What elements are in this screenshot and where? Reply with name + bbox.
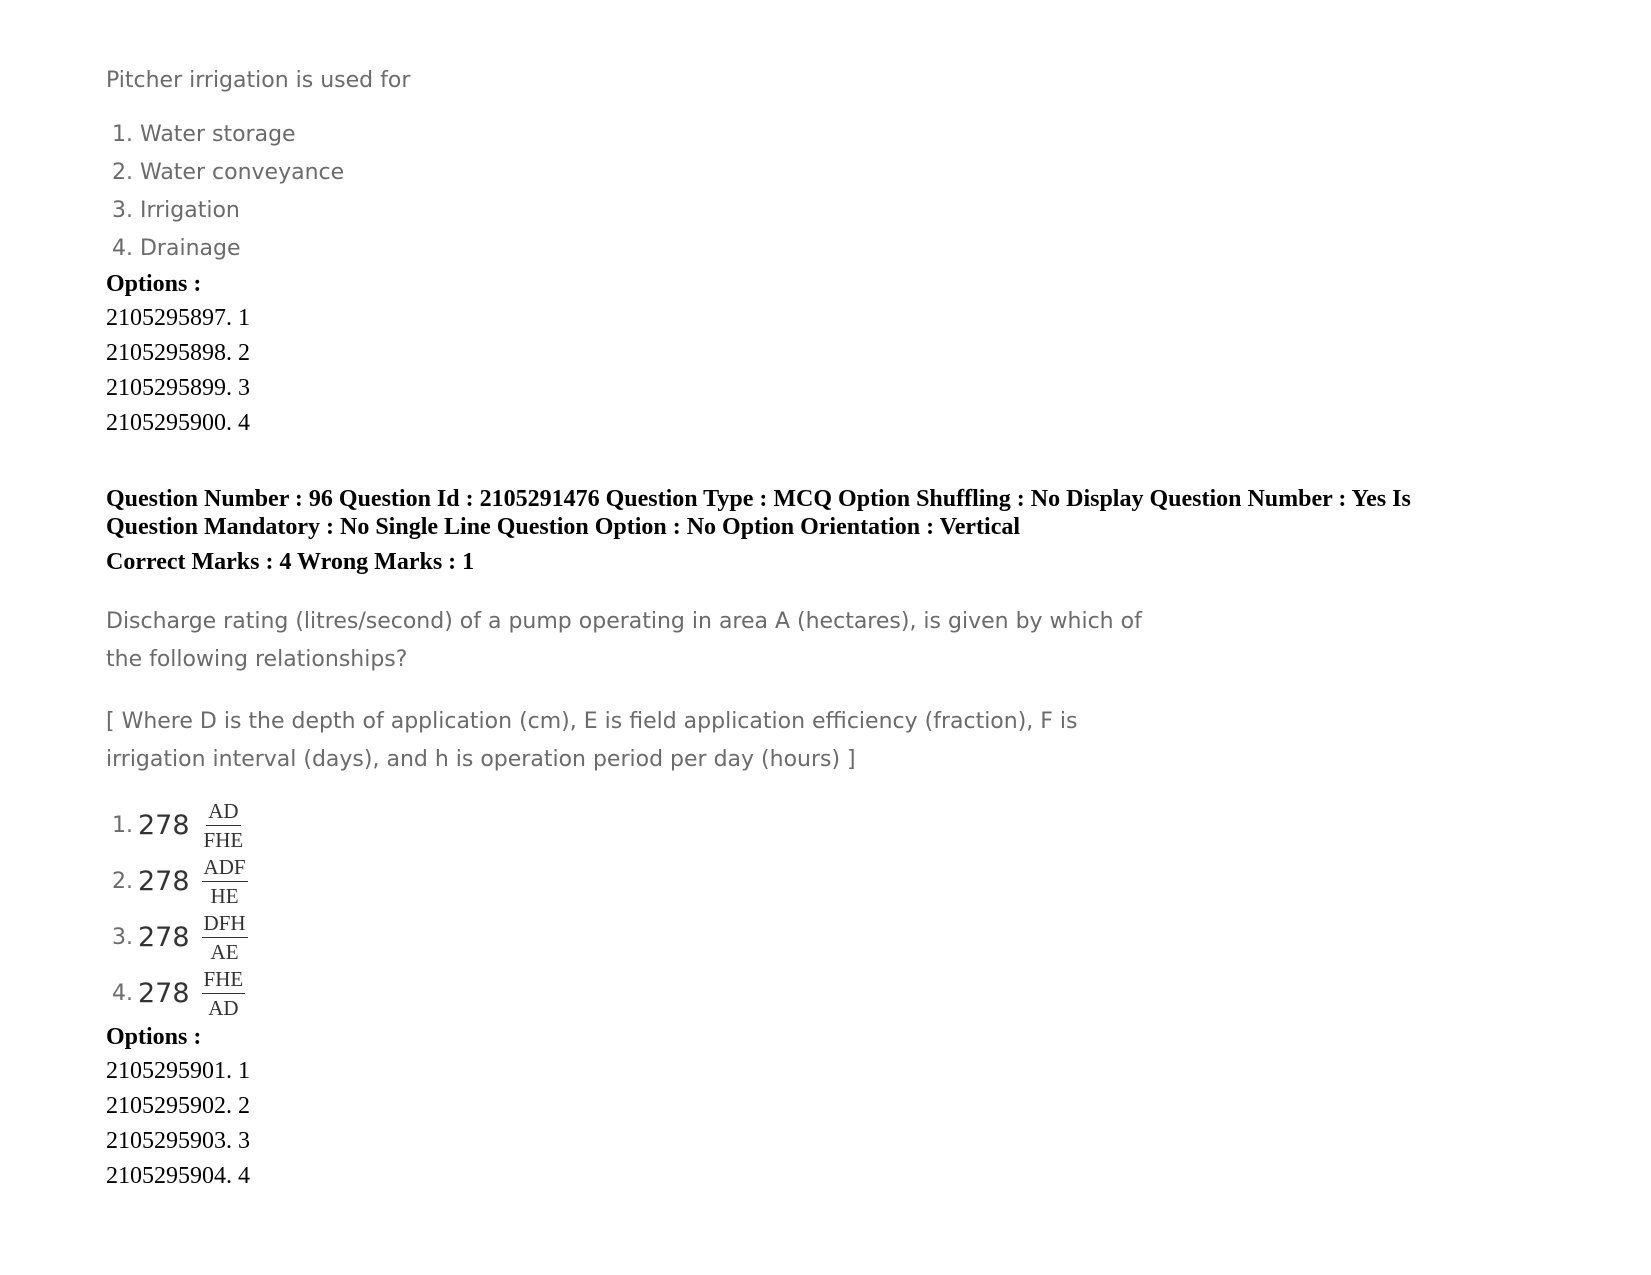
- note-line: [ Where D is the depth of application (cm), E is field application efficiency (fraction), F is: [106, 709, 1078, 734]
- choice-number: 2.: [112, 868, 133, 894]
- choice-number: 1.: [112, 812, 133, 838]
- coefficient: 278: [138, 977, 190, 1009]
- numerator: AD: [206, 799, 240, 826]
- options-heading: Options :: [106, 1024, 202, 1050]
- marks-line: Correct Marks : 4 Wrong Marks : 1: [106, 549, 475, 575]
- numerator: DFH: [202, 911, 248, 938]
- choice-item: 2. Water conveyance: [112, 160, 345, 185]
- question-stem: Pitcher irrigation is used for: [106, 68, 411, 93]
- choice-list: [106, 116, 1546, 268]
- question-header: Question Number : 96 Question Id : 2105291476 Question Type : MCQ Option Shuffling : No Display Question Number : Yes Is Question Mandatory : No Single Line Question Option : No Option Orientation : Vertical: [106, 486, 1411, 540]
- formula-choice: [112, 797, 1546, 853]
- question-stem: [106, 603, 1166, 779]
- option-row: 2105295901. 1: [106, 1058, 250, 1084]
- fraction: [202, 855, 248, 908]
- option-row: 2105295899. 3: [106, 375, 250, 401]
- option-row: 2105295904. 4: [106, 1163, 250, 1189]
- option-row: 2105295902. 2: [106, 1093, 250, 1119]
- stem-line: Discharge rating (litres/second) of a pump operating in area A (hectares), is given by which of: [106, 609, 1142, 634]
- formula-choice: [112, 909, 1546, 965]
- choice-item: 3. Irrigation: [112, 198, 240, 223]
- document-page: [106, 62, 1546, 1194]
- fraction: [202, 799, 246, 852]
- coefficient: 278: [138, 921, 190, 953]
- denominator: AD: [208, 995, 239, 1020]
- denominator: HE: [210, 883, 239, 908]
- option-row: 2105295903. 3: [106, 1128, 250, 1154]
- numerator: ADF: [202, 855, 248, 882]
- fraction: [202, 911, 248, 964]
- choice-number: 3.: [112, 924, 133, 950]
- stem-line: the following relationships?: [106, 647, 408, 672]
- options-heading: Options :: [106, 271, 202, 297]
- formula-choice-list: [106, 797, 1546, 1021]
- choice-number: 4.: [112, 980, 133, 1006]
- formula-choice: [112, 853, 1546, 909]
- denominator: AE: [210, 939, 239, 964]
- note-line: irrigation interval (days), and h is operation period per day (hours) ]: [106, 747, 856, 772]
- question-96: [106, 485, 1546, 1194]
- fraction: [202, 967, 246, 1020]
- coefficient: 278: [138, 809, 190, 841]
- formula-choice: [112, 965, 1546, 1021]
- denominator: FHE: [203, 827, 244, 852]
- question-95: [106, 62, 1546, 441]
- option-row: 2105295898. 2: [106, 340, 250, 366]
- option-row: 2105295897. 1: [106, 305, 250, 331]
- option-row: 2105295900. 4: [106, 410, 250, 436]
- numerator: FHE: [202, 967, 246, 994]
- coefficient: 278: [138, 865, 190, 897]
- choice-item: 1. Water storage: [112, 122, 296, 147]
- choice-item: 4. Drainage: [112, 236, 241, 261]
